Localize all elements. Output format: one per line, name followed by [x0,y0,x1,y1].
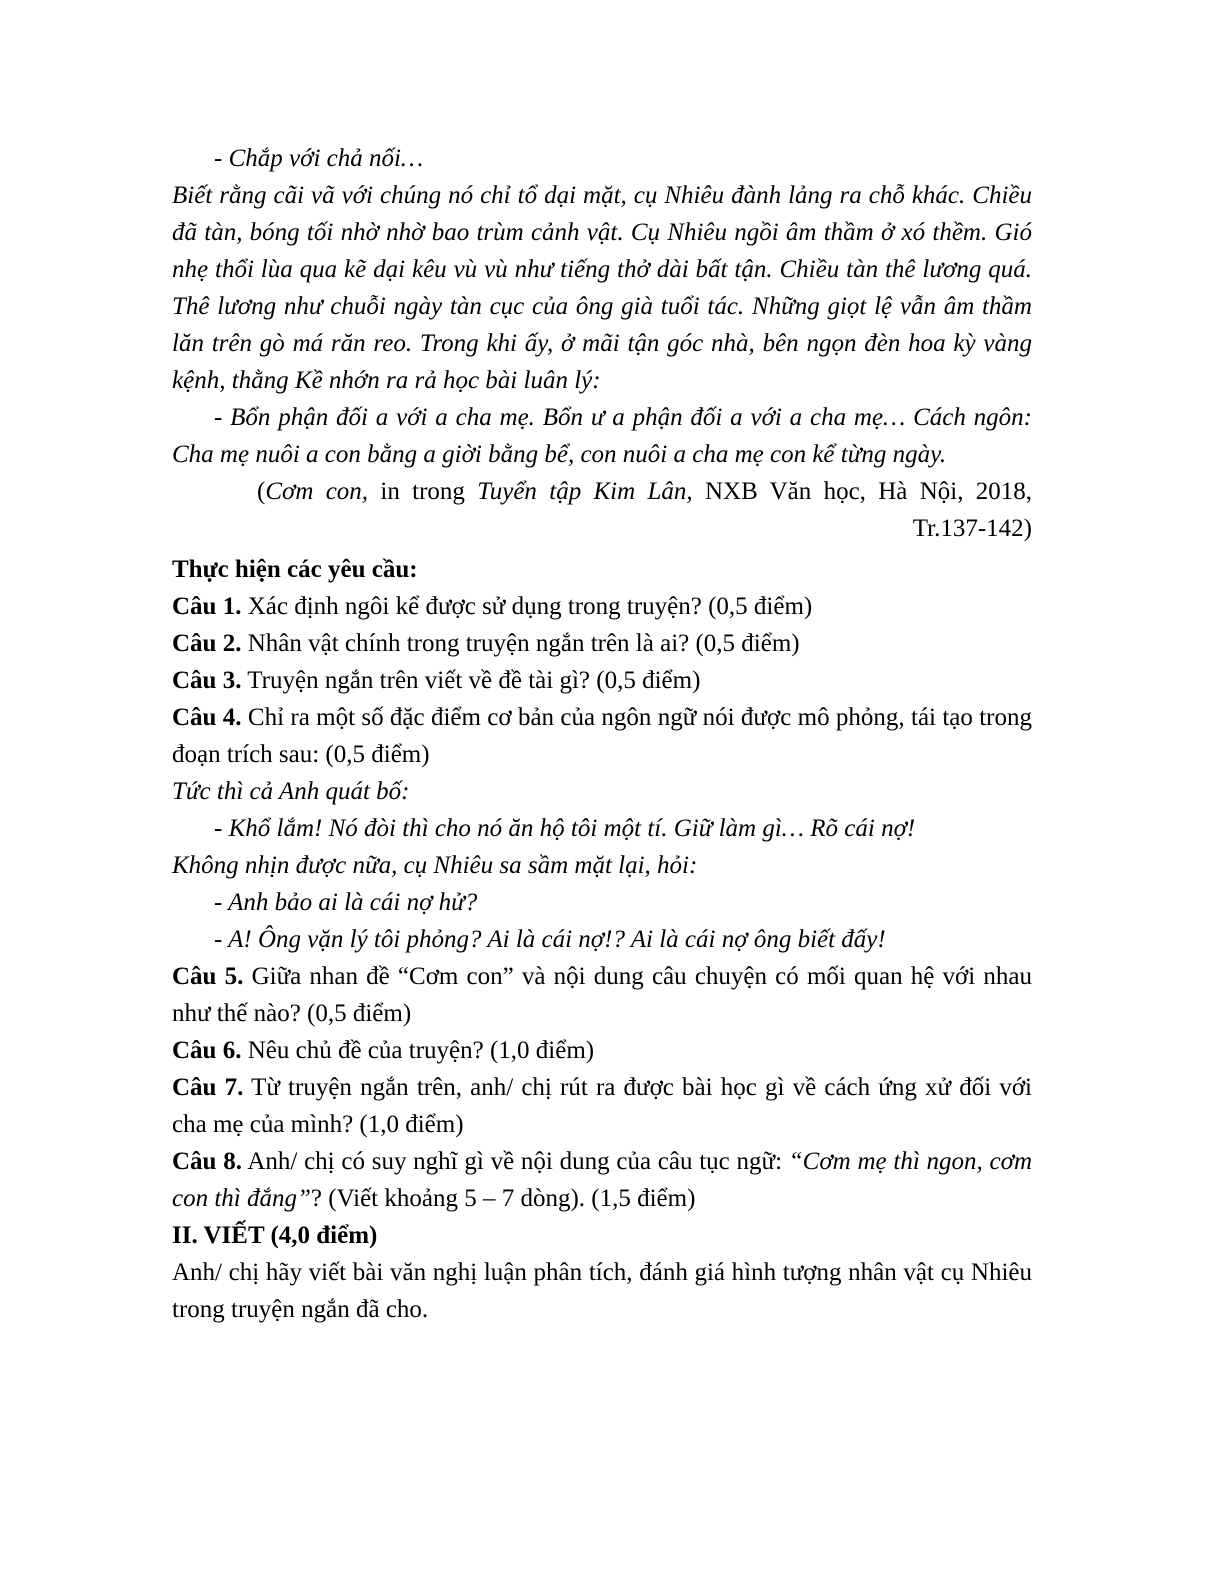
source-citation: (Cơm con, in trong Tuyển tập Kim Lân, NXB Văn học, Hà Nội, 2018, Tr.137-142) [257,478,1033,542]
exam-page [172,140,1032,1328]
collection-title: Tuyển tập Kim Lân, [477,478,693,505]
proverb: “Cơm mẹ thì ngon, cơm con thì đắng” [172,1148,1033,1212]
writing-prompt: Anh/ chị hãy viết bài văn nghị luận phân tích, đánh giá hình tượng nhân vật cụ Nhiêu trong truyện ngắn đã cho. [172,1259,1032,1323]
question-2: Câu 2. Nhân vật chính trong truyện ngắn trên là ai? (0,5 điểm) [172,630,800,657]
quote-line: - Khổ lắm! Nó đòi thì cho nó ăn hộ tôi một tí. Giữ làm gì… Rõ cái nợ! [214,815,916,842]
work-title: Cơm con, [265,478,369,505]
quote-line: - Anh bảo ai là cái nợ hử? [214,889,478,916]
writing-heading: II. VIẾT (4,0 điểm) [172,1222,378,1249]
dialogue-line: - Chắp với chả nối… [214,145,424,172]
question-6: Câu 6. Nêu chủ đề của truyện? (1,0 điểm) [172,1037,595,1064]
narration-paragraph: Biết rằng cãi vã với chúng nó chỉ tổ dại mặt, cụ Nhiêu đành lảng ra chỗ khác. Chiều đã tàn, bóng tối nhờ nhờ bao trùm cảnh vật. Cụ Nhiêu ngồi âm thầm ở xó thềm. Gió nhẹ thổi lùa qua kẽ dại kêu vù vù như tiếng thở dài bất tận. Chiều tàn thê lương quá. Thê lương như chuỗi ngày tàn cục của ông già tuổi tác. Những giọt lệ vẫn âm thầm lăn trên gò má răn reo. Trong khi ấy, ở mãi tận góc nhà, bên ngọn đèn hoa kỳ vàng kệnh, thằng Kề nhớn ra rả học bài luân lý: [172,182,1032,394]
question-7: Câu 7. Từ truyện ngắn trên, anh/ chị rút ra được bài học gì về cách ứng xử đối với cha mẹ của mình? (1,0 điểm) [172,1074,1032,1138]
question-3: Câu 3. Truyện ngắn trên viết về đề tài gì? (0,5 điểm) [172,667,701,694]
question-1: Câu 1. Xác định ngôi kể được sử dụng trong truyện? (0,5 điểm) [172,593,813,620]
quote-line: Không nhịn được nữa, cụ Nhiêu sa sầm mặt lại, hỏi: [172,852,698,879]
questions-heading: Thực hiện các yêu cầu: [172,556,418,583]
quote-line: - A! Ông vặn lý tôi phỏng? Ai là cái nợ!? Ai là cái nợ ông biết đấy! [214,926,886,953]
dialogue-line: - Bổn phận đối a với a cha mẹ. Bổn ư a phận đối a với a cha mẹ… Cách ngôn: Cha mẹ nuôi a con bằng a giời bằng bể, con nuôi a cha mẹ con kể từng ngày. [172,404,1032,468]
question-4: Câu 4. Chỉ ra một số đặc điểm cơ bản của ngôn ngữ nói được mô phỏng, tái tạo trong đoạn trích sau: (0,5 điểm) [172,704,1032,768]
question-8: Câu 8. Anh/ chị có suy nghĩ gì về nội dung của câu tục ngữ: “Cơm mẹ thì ngon, cơm con thì đắng”? (Viết khoảng 5 – 7 dòng). (1,5 điểm) [172,1148,1033,1212]
quote-intro: Tức thì cả Anh quát bố: [172,778,410,805]
question-5: Câu 5. Giữa nhan đề “Cơm con” và nội dung câu chuyện có mối quan hệ với nhau như thế nào? (0,5 điểm) [172,963,1032,1027]
